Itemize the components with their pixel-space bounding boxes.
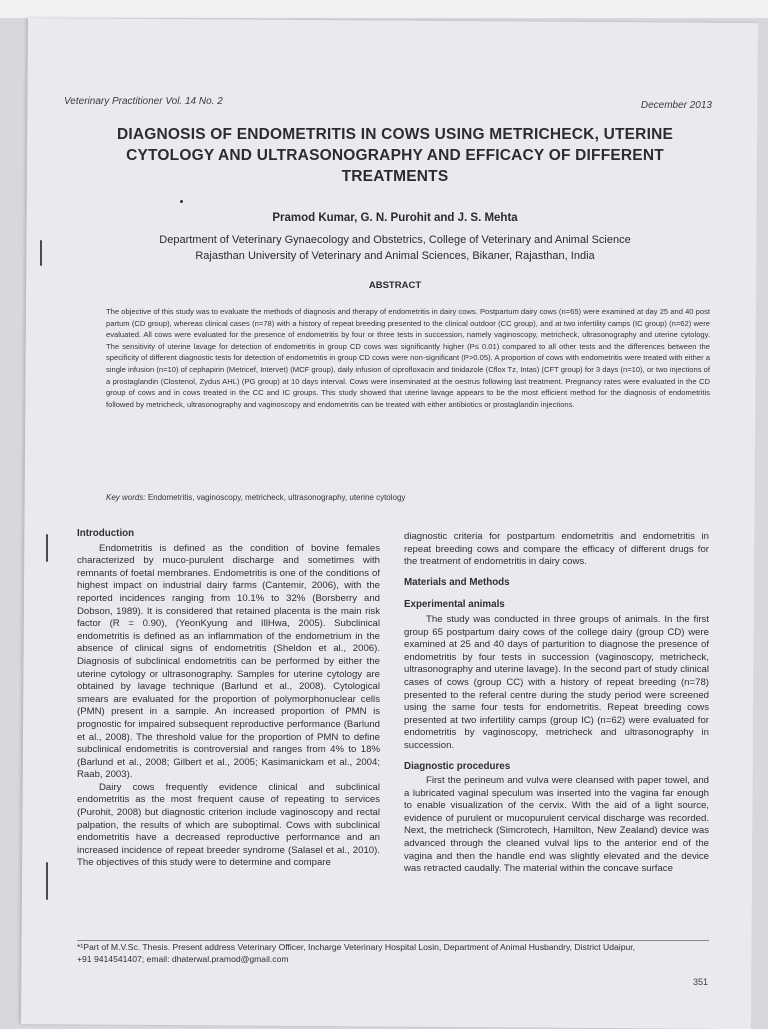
intro-paragraph-1: Endometritis is defined as the condition of bovine females characterized by muco-purulent discharge and sometimes with remnants of foetal membranes. Endometritis is one of the conditions of highest impact on industrial dairy farms (Cantemir, 2006), with the reported incidences ranging from 10.1% to 32% (Borsberry and Dobson, 1989). It is considered that retained placenta is the main risk factor (R = 0.90), (YeonKyung and IllHwa, 2005). Subclinical endometritis is defined as an inflammation of the endometrium in the absence of clinical signs of endometritis (Sheldon et al., 2006). Diagnosis of subclinical endometritis can be performed by either the uterine cytology or ultrasonography. Samples for uterine cytology are obtained by lavage technique (Barlund et al., 2008). Cytological smears are evaluated for the proportion of polymorphonuclear cells (PMN) present in a sample. An increased proportion of PMN is prognostic for impaired subsequent reproductive performance (Barlund et al., 2008). The threshold value for the proportion of PMN to define subclinical endometritis is controversial and ranges from 4% to 18% (Barlund et al., 2008; Gilbert et al., 2005; Kasimanickam et al., 2004; Raab, 2003). xyxy=(77,542,380,781)
intro-paragraph-2: Dairy cows frequently evidence clinical and subclinical endometritis as the most frequent cause of repeating to services (Purohit, 2008) but diagnostic criterion include vaginoscopy and rectal palpation, the results of which are suboptimal. Cows with subclinical endometritis have a decreased reproductive performance and an increased incidence of repeat breeder syndrome (Salasel et al., 2010). The objectives of this study were to determine and compare xyxy=(77,781,380,869)
affiliation xyxy=(60,232,730,264)
margin-mark xyxy=(46,862,48,900)
diagnostic-procedures-heading: Diagnostic procedures xyxy=(404,760,511,772)
page-top-edge xyxy=(0,0,768,18)
keywords-label: Key words: xyxy=(106,493,146,502)
experimental-animals-heading: Experimental animals xyxy=(404,599,505,611)
methods-paragraph-2: First the perineum and vulva were cleansed with paper towel, and a lubricated vaginal speculum was inserted into the vagina far enough to enable visualization of the cervix. With the aid of a light source, evidence of purulent or mucopurulent cervical discharge was recorded. Next, the metricheck (Simcrotech, Hamilton, New Zealand) device was advanced through the cleaned vulval lips to the anterior end of the vagina and then the handle end was slightly elevated and the device was retracted caudally. The material within the concave surface xyxy=(404,775,709,875)
footnote-rule xyxy=(77,940,709,941)
abstract-text: The objective of this study was to evaluate the methods of diagnosis and therapy of endometritis in dairy cows. Postpartum dairy cows (n=65) were examined at day 25 and 40 post partum (CD group), whereas clinical cases (n=78) with a history of repeat breeding presented to the clinical outdoor (CC group), and at two infertility camps (IC group) (n=62) were evaluated. All cows were evaluated for the presence of endometritis by four or three tests in succession, namely vaginoscopy, metricheck, ultrasonography and uterine cytology. The sensitivity of uterine lavage for detection of endometritis in group CD cows was significantly higher (P≤ 0.01) compared to all other tests and the differences between the specificity of different diagnostic tests for detection of endometritis in group CD cows were non-significant (P>0.05). A proportion of cows with endometritis were treated with either a single infusion (n=10) of cephapirin (Metricef, Intervet) (MCF group), daily infusion of ciprofloxacin and tinidazole (Cflox Tz, Intas) (CFT group) for 3 days (n=10), or two injections of a prostaglandin (Clostenol, Zydus AHL) (PG group) at 10 days interval. Cows were inseminated at the oestrus following last treatment. Pregnancy rates were evaluated in the CD group of cows and in cows treated in the CC and IC groups. This study showed that uterine lavage appears to be the most efficient method for the diagnosis of endometritis followed by metricheck, ultrasonography and vaginoscopy and endometritis can be treated with either antibiotics or prostaglandin injections. xyxy=(106,307,710,409)
right-column xyxy=(404,531,709,876)
methods-heading: Materials and Methods xyxy=(404,576,510,588)
methods-paragraph-1: The study was conducted in three groups of animals. In the first group 65 postpartum dairy cows of the college dairy (group CD) were examined at 25 and 40 days of parturition to diagnose the presence of endometritis by four tests in succession (vaginoscopy, metricheck, ultrasonography and uterine lavage). In the second part of study clinical cases of cows (group CC) with a history of repeat breeding (n=78) presented to the referal centre during the study period were screened using the same four tests for endometritis. Repeat breeding cows presented at two infertility camps (group IC) (n=62) were evaluated for endometritis by vaginoscopy, metricheck and ultrasonography in succession. xyxy=(404,613,709,751)
affiliation-line-1: Department of Veterinary Gynaecology and Obstetrics, College of Veterinary and Animal Science xyxy=(159,234,631,246)
stray-dot xyxy=(180,200,183,203)
keywords-text: Endometritis, vaginoscopy, metricheck, ultrasonography, uterine cytology xyxy=(147,493,406,502)
title-line-1: DIAGNOSIS OF ENDOMETRITIS IN COWS USING METRICHECK, UTERINE xyxy=(116,126,674,143)
introduction-heading: Introduction xyxy=(77,528,135,539)
footnote xyxy=(77,942,717,965)
abstract-heading: ABSTRACT xyxy=(368,280,422,291)
issue-date: December 2013 xyxy=(640,100,712,111)
margin-mark xyxy=(46,534,48,562)
journal-header: Veterinary Practitioner Vol. 14 No. 2 xyxy=(64,96,223,107)
footnote-line-2: +91 9414541407; email: dhaterwal.pramod@gmail.com xyxy=(77,953,289,964)
intro-paragraph-2-continued: diagnostic criteria for postpartum endometritis and endometritis in repeat breeding cows and compare the efficacy of different drugs for the treatment of endometritis in dairy cows. xyxy=(404,531,709,568)
margin-mark xyxy=(40,240,42,266)
keywords xyxy=(106,493,710,502)
footnote-line-1: *¹Part of M.V.Sc. Thesis. Present address Veterinary Officer, Incharge Veterinary Hospital Losin, Department of Animal Husbandry, District Udaipur, xyxy=(77,942,636,952)
left-column xyxy=(77,528,380,870)
affiliation-line-2: Rajasthan University of Veterinary and Animal Sciences, Bikaner, Rajasthan, India xyxy=(195,250,595,262)
author-list: Pramod Kumar, G. N. Purohit and J. S. Mehta xyxy=(272,212,518,224)
title-line-2: CYTOLOGY AND ULTRASONOGRAPHY AND EFFICACY OF DIFFERENT xyxy=(126,147,664,164)
article-title xyxy=(60,124,730,187)
title-line-3: TREATMENTS xyxy=(341,168,449,185)
page-number: 351 xyxy=(692,977,708,987)
